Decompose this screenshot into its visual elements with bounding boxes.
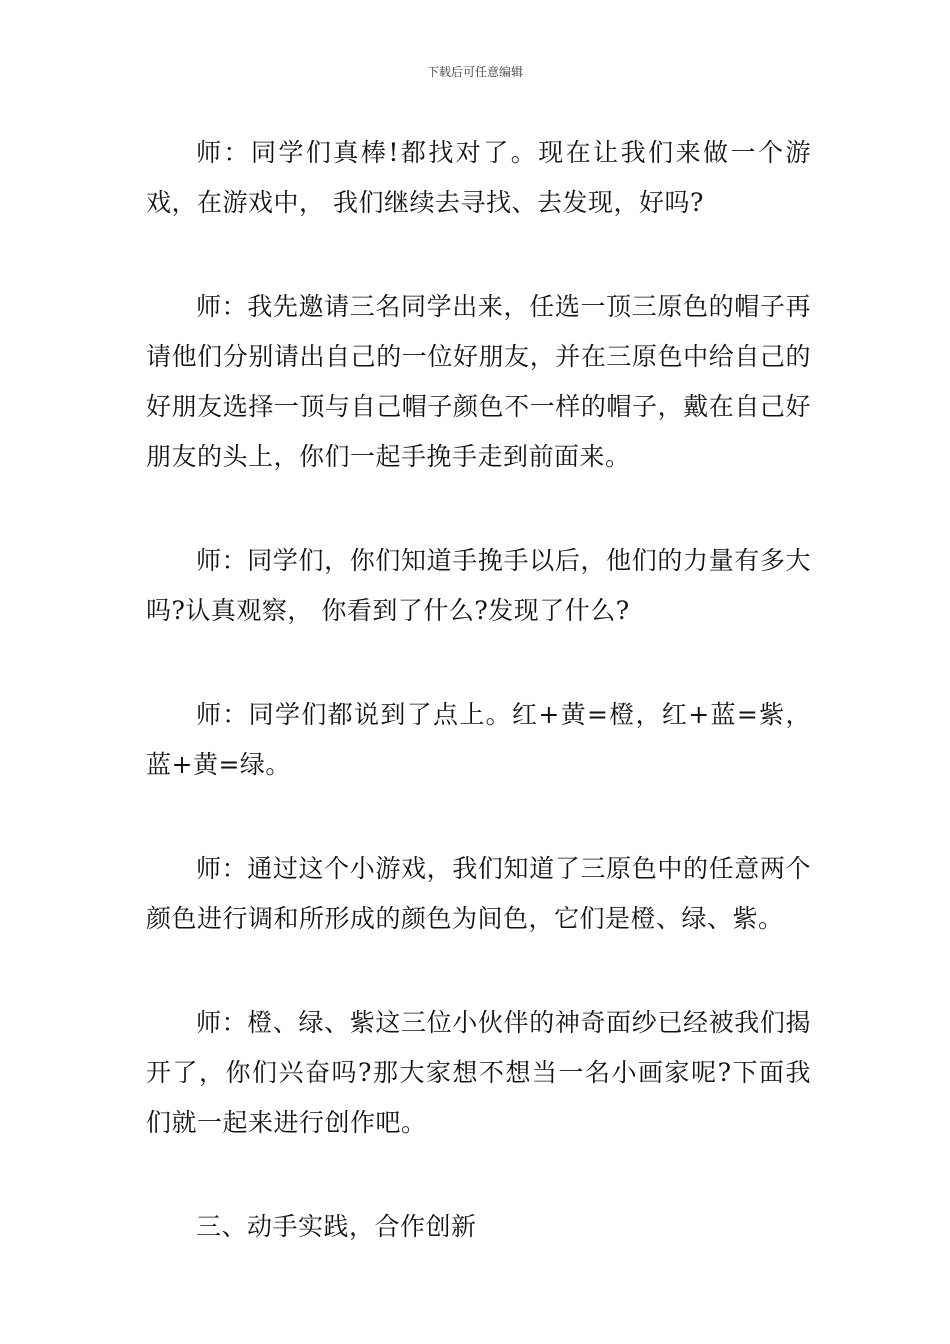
paragraph-5: 师：通过这个小游戏，我们知道了三原色中的任意两个颜色进行调和所形成的颜色为间色，它们是橙、绿、紫。 [146,854,811,933]
paragraph-1: 师：同学们真棒!都找对了。现在让我们来做一个游戏，在游戏中， 我们继续去寻找、去发现，好吗? [146,138,811,217]
paragraph-3: 师：同学们，你们知道手挽手以后，他们的力量有多大吗?认真观察， 你看到了什么?发现了什么? [146,546,811,625]
paragraph-2: 师：我先邀请三名同学出来，任选一顶三原色的帽子再请他们分别请出自己的一位好朋友，并在三原色中给自己的好朋友选择一顶与自己帽子颜色不一样的帽子，戴在自己好朋友的头上，你们一起手挽手走到前面来。 [146,292,811,471]
document-body [146,128,811,1306]
paragraph-6: 师：橙、绿、紫这三位小伙伴的神奇面纱已经被我们揭开了，你们兴奋吗?那大家想不想当一名小画家呢?下面我们就一起来进行创作吧。 [146,1008,811,1137]
section-heading: 三、动手实践，合作创新 [196,1212,477,1241]
paragraph-4: 师：同学们都说到了点上。红+黄=橙，红+蓝=紫，蓝+黄=绿。 [146,700,811,779]
page-header: 下载后可任意编辑 [426,65,523,79]
